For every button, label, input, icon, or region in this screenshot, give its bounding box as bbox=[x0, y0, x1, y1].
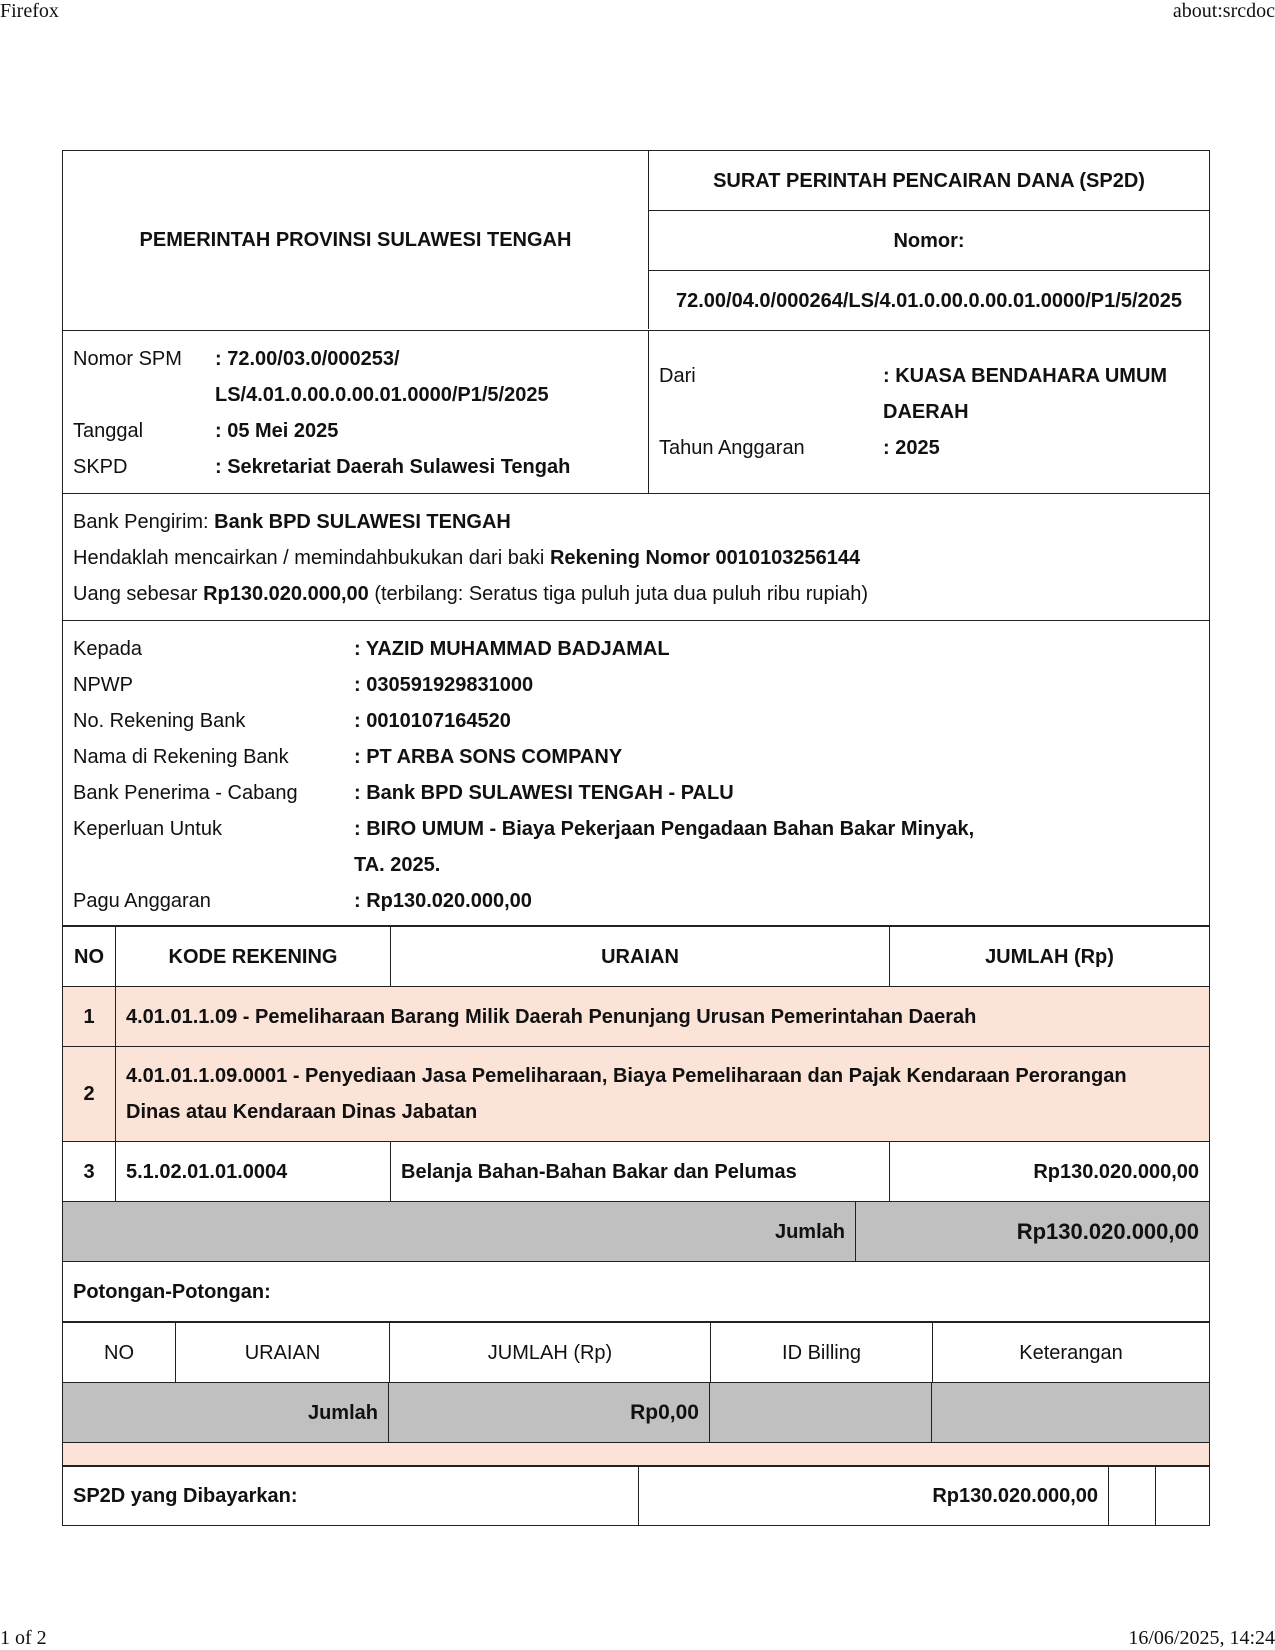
potongan-total-row bbox=[63, 1382, 1209, 1442]
row-kode-uraian-line2: Dinas atau Kendaraan Dinas Jabatan bbox=[126, 1101, 478, 1123]
bank-penerima-value: : Bank BPD SULAWESI TENGAH - PALU bbox=[354, 782, 734, 804]
potongan-table-header bbox=[63, 1321, 1209, 1382]
pot-col-id-billing: ID Billing bbox=[710, 1323, 932, 1382]
sp2d-empty-cell bbox=[1155, 1467, 1209, 1525]
tahun-anggaran-value: : 2025 bbox=[883, 437, 940, 459]
pagu-label: Pagu Anggaran bbox=[73, 890, 211, 912]
kepada-label: Kepada bbox=[73, 638, 142, 660]
row-no: 1 bbox=[83, 1005, 95, 1028]
print-datetime: 16/06/2025, 14:24 bbox=[1128, 1627, 1275, 1649]
pot-total-id-billing bbox=[709, 1383, 931, 1442]
row-kode-uraian: 4.01.01.1.09 - Pemeliharaan Barang Milik Daerah Penunjang Urusan Pemerintahan Daerah bbox=[115, 987, 1209, 1046]
sp2d-dibayarkan-label: SP2D yang Dibayarkan: bbox=[73, 1485, 298, 1507]
instruksi-text: Hendaklah mencairkan / memindahbukukan dari baki bbox=[73, 547, 550, 569]
keperluan-value-cont: TA. 2025. bbox=[354, 854, 441, 876]
recipient-section bbox=[63, 620, 1209, 925]
row-jumlah: Rp130.020.000,00 bbox=[889, 1142, 1209, 1201]
page-indicator: 1 of 2 bbox=[0, 1627, 47, 1649]
table-row bbox=[63, 1046, 1209, 1141]
npwp-value: : 030591929831000 bbox=[354, 674, 534, 696]
sp2d-document bbox=[62, 150, 1210, 1526]
pot-col-jumlah: JUMLAH (Rp) bbox=[389, 1323, 710, 1382]
separator-strip bbox=[63, 1442, 1209, 1465]
uang-value: Rp130.020.000,00 bbox=[203, 583, 369, 605]
rekening-label: No. Rekening Bank bbox=[73, 710, 246, 732]
tahun-anggaran-label: Tahun Anggaran bbox=[659, 437, 805, 459]
pot-total-value: Rp0,00 bbox=[388, 1383, 709, 1442]
col-kode-rekening: KODE REKENING bbox=[115, 927, 390, 986]
bank-penerima-label: Bank Penerima - Cabang bbox=[73, 782, 298, 804]
rekening-nomor: Rekening Nomor 0010103256144 bbox=[549, 547, 861, 569]
total-label: Jumlah bbox=[774, 1220, 845, 1243]
bank-pengirim-value: Bank BPD SULAWESI TENGAH bbox=[214, 511, 511, 533]
nama-rekening-value: : PT ARBA SONS COMPANY bbox=[354, 746, 623, 768]
spm-info-right bbox=[649, 331, 1209, 493]
skpd-value: : Sekretariat Daerah Sulawesi Tengah bbox=[215, 456, 571, 478]
col-no: NO bbox=[74, 945, 104, 968]
terbilang-text: (terbilang: Seratus tiga puluh juta dua puluh ribu rupiah) bbox=[368, 583, 868, 605]
document-title-block bbox=[649, 151, 1209, 330]
table-row bbox=[63, 986, 1209, 1046]
dari-label: Dari bbox=[659, 365, 696, 387]
col-uraian: URAIAN bbox=[390, 927, 889, 986]
pagu-value: : Rp130.020.000,00 bbox=[354, 890, 532, 912]
table-header bbox=[63, 925, 1209, 986]
nama-rekening-label: Nama di Rekening Bank bbox=[73, 746, 289, 768]
tanggal-label: Tanggal bbox=[73, 420, 144, 442]
npwp-label: NPWP bbox=[73, 674, 133, 696]
keperluan-value: : BIRO UMUM - Biaya Pekerjaan Pengadaan Bahan Bakar Minyak, bbox=[354, 818, 975, 840]
nomor-spm-label: Nomor SPM bbox=[73, 348, 182, 370]
keperluan-label: Keperluan Untuk bbox=[73, 818, 222, 840]
document-header bbox=[63, 151, 1209, 330]
sp2d-dibayarkan-value: Rp130.020.000,00 bbox=[638, 1467, 1108, 1525]
browser-url: about:srcdoc bbox=[1172, 0, 1275, 22]
dari-value-cont: DAERAH bbox=[883, 401, 969, 423]
skpd-label: SKPD bbox=[73, 456, 128, 478]
rekening-value: : 0010107164520 bbox=[354, 710, 511, 732]
pot-total-keterangan bbox=[931, 1383, 1209, 1442]
pot-col-uraian: URAIAN bbox=[175, 1323, 389, 1382]
potongan-title: Potongan-Potongan: bbox=[73, 1280, 271, 1303]
browser-app-name: Firefox bbox=[0, 0, 59, 22]
bank-pengirim-label: Bank Pengirim: bbox=[73, 511, 215, 533]
row-kode-uraian-line1: 4.01.01.1.09.0001 - Penyediaan Jasa Pemeliharaan, Biaya Pemeliharaan dan Pajak Kendaraan Perorangan bbox=[126, 1065, 1127, 1087]
nomor-value: 72.00/04.0/000264/LS/4.01.0.00.0.00.01.0000/P1/5/2025 bbox=[649, 270, 1209, 330]
total-value: Rp130.020.000,00 bbox=[855, 1202, 1209, 1261]
pot-col-no: NO bbox=[104, 1341, 134, 1364]
row-kode: 5.1.02.01.01.0004 bbox=[115, 1142, 390, 1201]
potongan-title-row bbox=[63, 1261, 1209, 1321]
nomor-spm-value: : 72.00/03.0/000253/ bbox=[215, 348, 400, 370]
nomor-label: Nomor: bbox=[649, 210, 1209, 270]
row-kode-uraian bbox=[115, 1047, 1209, 1141]
col-jumlah: JUMLAH (Rp) bbox=[889, 927, 1209, 986]
dari-value: : KUASA BENDAHARA UMUM bbox=[883, 365, 1168, 387]
nomor-spm-value-cont: LS/4.01.0.00.0.00.01.0000/P1/5/2025 bbox=[215, 384, 549, 406]
document-title: SURAT PERINTAH PENCAIRAN DANA (SP2D) bbox=[713, 169, 1145, 192]
kepada-value: : YAZID MUHAMMAD BADJAMAL bbox=[354, 638, 670, 660]
bank-section bbox=[63, 493, 1209, 620]
pot-total-label: Jumlah bbox=[307, 1401, 378, 1424]
spm-info-left bbox=[63, 331, 649, 493]
uang-label: Uang sebesar bbox=[73, 583, 204, 605]
row-no: 3 bbox=[83, 1160, 95, 1183]
spm-info bbox=[63, 330, 1209, 493]
tanggal-value: : 05 Mei 2025 bbox=[215, 420, 339, 442]
government-name: PEMERINTAH PROVINSI SULAWESI TENGAH bbox=[63, 151, 649, 329]
table-row bbox=[63, 1141, 1209, 1201]
table-total-row bbox=[63, 1201, 1209, 1261]
row-uraian: Belanja Bahan-Bahan Bakar dan Pelumas bbox=[390, 1142, 889, 1201]
pot-col-keterangan: Keterangan bbox=[932, 1323, 1209, 1382]
sp2d-dibayarkan-row bbox=[63, 1465, 1209, 1525]
row-no: 2 bbox=[83, 1083, 95, 1105]
sp2d-empty-cell bbox=[1108, 1467, 1155, 1525]
